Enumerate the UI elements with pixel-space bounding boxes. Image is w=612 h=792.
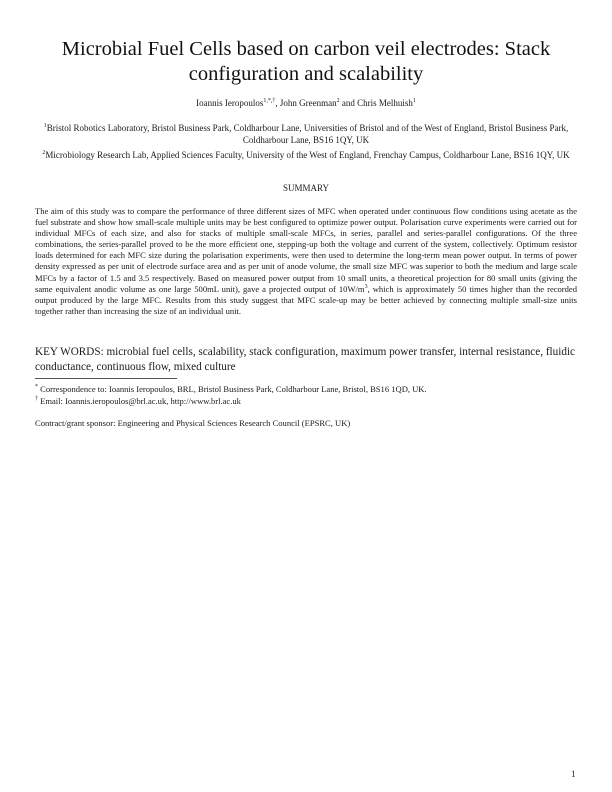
author-affiliation-mark: 2 [336,98,340,104]
author-affiliation-mark: 1,*,† [263,98,276,104]
abstract-text: The aim of this study was to compare the performance of three different sizes of MFC when operated under continuous flow conditions using acetate as the fuel substrate and show how small-scale multiple units may be best configured to optimize power output. Polarisation curve experiments were carried out for individual MFCs of each size, and also for stacks of multiple small-scale MFCs, in series, parallel and series-parallel configurations. Of the three combinations, the series-parallel proved to be the more efficient one, stepping-up both the voltage and current of the system, collectively. Optimum resistor loads determined for each MFC size during the polarisation experiments, were then used to determine the long-term mean power output. In terms of power density expressed as per unit of electrode surface area and as per unit of anode volume, the small size MFC was superior to both the medium and large scale MFCs by a factor of 1.5 and 3.5 respectively. Based on measured power output from 10 small units, a theoretical projection for 80 small units (giving the same equivalent anodic volume as one large 500mL unit), gave a projected output of 10W/m [35,206,577,294]
footnote-text: Email: Ioannis.ieropoulos@brl.ac.uk, http://www.brl.ac.uk [40,395,241,406]
abstract-text: , which is approximately 50 times higher than the recorded output produced by the large MFC. Results from this study suggest that MFC scale-up may be better achieved by connecting multiple small-size units together rather than increasing the size of an individual unit. [35,283,577,316]
affiliation-text: Bristol Robotics Laboratory, Bristol Business Park, Coldharbour Lane, Universities of Bristol and of the West of England, Bristol Business Park, Coldharbour Lane, BS16 1QY, UK [46,123,569,145]
page-number: 1 [571,769,576,779]
affiliation-item [40,149,572,161]
author-name: Chris Melhuish [357,98,413,108]
author-name: Ioannis Ieropoulos [196,98,264,108]
paper-title: Microbial Fuel Cells based on carbon veil electrodes: Stack configuration and scalability [61,38,551,85]
footnote-item [35,384,577,396]
affiliation-item [40,122,572,146]
footnote-mark: † [35,395,38,402]
summary-heading: SUMMARY [282,183,329,193]
footnote-text: Correspondence to: Ioannis Ieropoulos, BRL, Bristol Business Park, Coldharbour Lane, Bristol, BS16 1QD, UK. [40,384,427,394]
author-affiliation-mark: 1 [412,98,416,104]
footnote-divider [35,378,177,379]
footnote-item [35,396,577,408]
author-separator: and [339,98,358,108]
author-line [40,97,572,109]
keywords: KEY WORDS: microbial fuel cells, scalability, stack configuration, maximum power transfer, internal resistance, fluidic conductance, continuous flow, mixed culture [35,346,576,373]
author-name: John Greenman [279,98,337,108]
unit-superscript: 3 [364,283,368,290]
author-separator: , [275,98,280,108]
affiliations [40,122,572,164]
grant-sponsor: Contract/grant sponsor: Engineering and Physical Sciences Research Council (EPSRC, UK) [35,418,351,428]
affiliation-text: Microbiology Research Lab, Applied Sciences Faculty, University of the West of England, Frenchay Campus, Coldharbour Lane, BS16 1QY, UK [45,150,570,160]
footnote-mark: * [35,384,38,391]
affiliation-mark: 2 [42,150,46,156]
abstract-paragraph [35,206,577,317]
footnotes [35,384,577,407]
affiliation-mark: 1 [43,123,47,129]
